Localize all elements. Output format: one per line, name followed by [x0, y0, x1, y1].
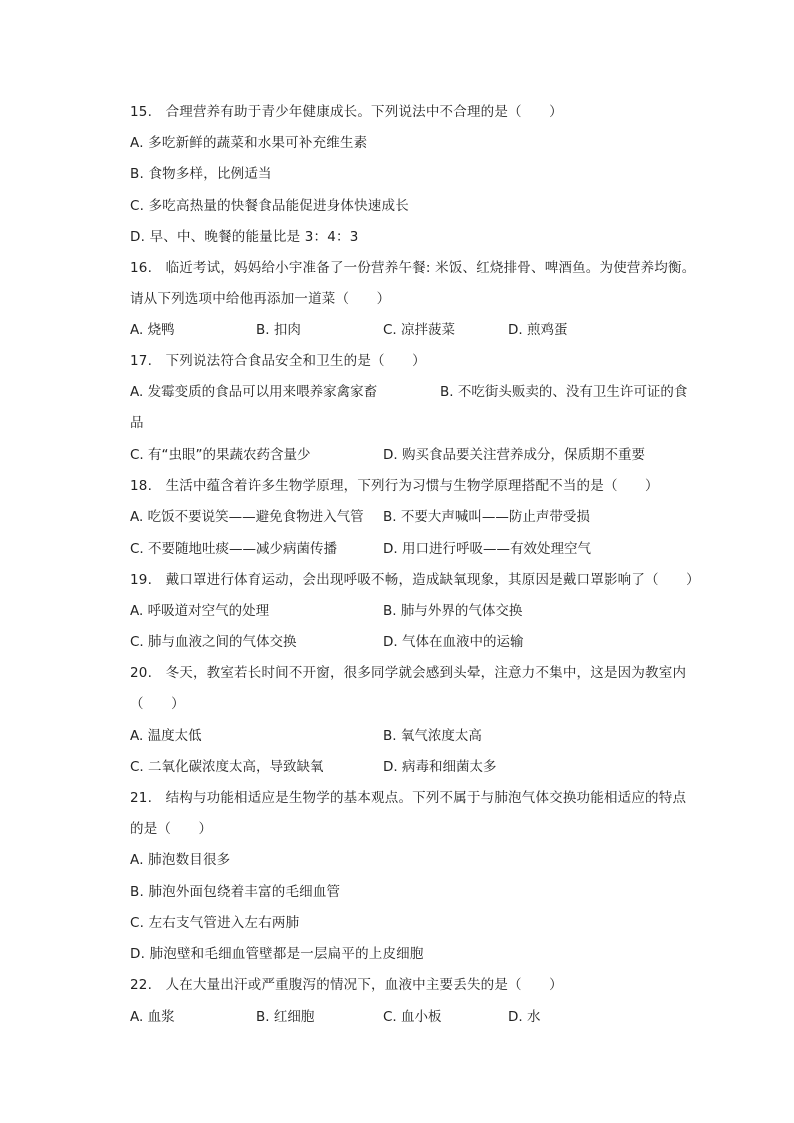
- question-20-stem-line2: （ ）: [130, 696, 185, 712]
- question-17-option-a: A. 发霉变质的食品可以用来喂养家禽家畜: [130, 384, 378, 400]
- question-18-option-d: D. 用口进行呼吸——有效处理空气: [383, 541, 591, 557]
- question-22-stem: 22. 人在大量出汗或严重腹泻的情况下，血液中主要丢失的是（ ）: [130, 977, 563, 993]
- question-21-option-b: B. 肺泡外面包绕着丰富的毛细血管: [130, 884, 341, 900]
- question-22-option-b: B. 红细胞: [256, 1009, 315, 1025]
- question-18-option-b: B. 不要大声喊叫——防止声带受损: [383, 509, 590, 525]
- question-number: 16.: [130, 260, 153, 276]
- question-20-option-a: A. 温度太低: [130, 728, 202, 744]
- question-number: 22.: [130, 977, 153, 993]
- question-18-stem: 18. 生活中蕴含着许多生物学原理，下列行为习惯与生物学原理搭配不当的是（ ）: [130, 478, 659, 494]
- question-17-option-c: C. 有“虫眼”的果蔬农药含量少: [130, 447, 311, 463]
- question-22-option-c: C. 血小板: [383, 1009, 442, 1025]
- question-15-option-c: C. 多吃高热量的快餐食品能促进身体快速成长: [130, 198, 409, 214]
- question-15-option-b: B. 食物多样，比例适当: [130, 166, 272, 182]
- question-number: 19.: [130, 572, 153, 588]
- question-16-option-b: B. 扣肉: [256, 322, 301, 338]
- question-21-option-d: D. 肺泡壁和毛细血管壁都是一层扁平的上皮细胞: [130, 946, 424, 962]
- question-17-option-d: D. 购买食品要关注营养成分，保质期不重要: [383, 447, 645, 463]
- question-16-stem-line2: 请从下列选项中给他再添加一道菜（ ）: [130, 291, 391, 307]
- question-21-stem: 21. 结构与功能相适应是生物学的基本观点。下列不属于与肺泡气体交换功能相适应的特点: [130, 790, 687, 806]
- question-21-stem-line2: 的是（ ）: [130, 821, 213, 837]
- question-20-option-b: B. 氧气浓度太高: [383, 728, 482, 744]
- question-22-option-d: D. 水: [508, 1009, 541, 1025]
- question-19-option-c: C. 肺与血液之间的气体交换: [130, 634, 297, 650]
- question-number: 15.: [130, 104, 153, 120]
- question-18-option-c: C. 不要随地吐痰——减少病菌传播: [130, 541, 338, 557]
- question-number: 20.: [130, 665, 153, 681]
- question-17-stem: 17. 下列说法符合食品安全和卫生的是（ ）: [130, 353, 426, 369]
- question-19-option-a: A. 呼吸道对空气的处理: [130, 603, 270, 619]
- question-17-option-b: B. 不吃街头贩卖的、没有卫生许可证的食: [440, 384, 688, 400]
- question-16-stem: 16. 临近考试，妈妈给小宇准备了一份营养午餐: 米饭、红烧排骨、啤酒鱼。为使营养均衡。: [130, 260, 696, 276]
- question-22-option-a: A. 血浆: [130, 1009, 175, 1025]
- question-21-option-c: C. 左右支气管进入左右两肺: [130, 915, 300, 931]
- question-number: 17.: [130, 353, 153, 369]
- question-15-option-d: D. 早、中、晚餐的能量比是 3：4：3: [130, 229, 359, 245]
- question-19-stem: 19. 戴口罩进行体育运动，会出现呼吸不畅，造成缺氧现象，其原因是戴口罩影响了（ ）: [130, 572, 700, 588]
- question-20-option-c: C. 二氧化碳浓度太高，导致缺氧: [130, 759, 324, 775]
- question-16-option-d: D. 煎鸡蛋: [508, 322, 568, 338]
- question-16-option-a: A. 烧鸭: [130, 322, 175, 338]
- question-19-option-b: B. 肺与外界的气体交换: [383, 603, 523, 619]
- question-15-stem: 15. 合理营养有助于青少年健康成长。下列说法中不合理的是（ ）: [130, 104, 563, 120]
- question-number: 21.: [130, 790, 153, 806]
- question-21-option-a: A. 肺泡数目很多: [130, 852, 231, 868]
- question-20-stem: 20. 冬天，教室若长时间不开窗，很多同学就会感到头晕，注意力不集中，这是因为教室内: [130, 665, 687, 681]
- question-18-option-a: A. 吃饭不要说笑——避免食物进入气管: [130, 509, 364, 525]
- question-20-option-d: D. 病毒和细菌太多: [383, 759, 497, 775]
- question-19-option-d: D. 气体在血液中的运输: [383, 634, 524, 650]
- question-16-option-c: C. 凉拌菠菜: [383, 322, 456, 338]
- question-17-option-b-wrap: 品: [130, 415, 144, 431]
- question-15-option-a: A. 多吃新鲜的蔬菜和水果可补充维生素: [130, 135, 368, 151]
- question-number: 18.: [130, 478, 153, 494]
